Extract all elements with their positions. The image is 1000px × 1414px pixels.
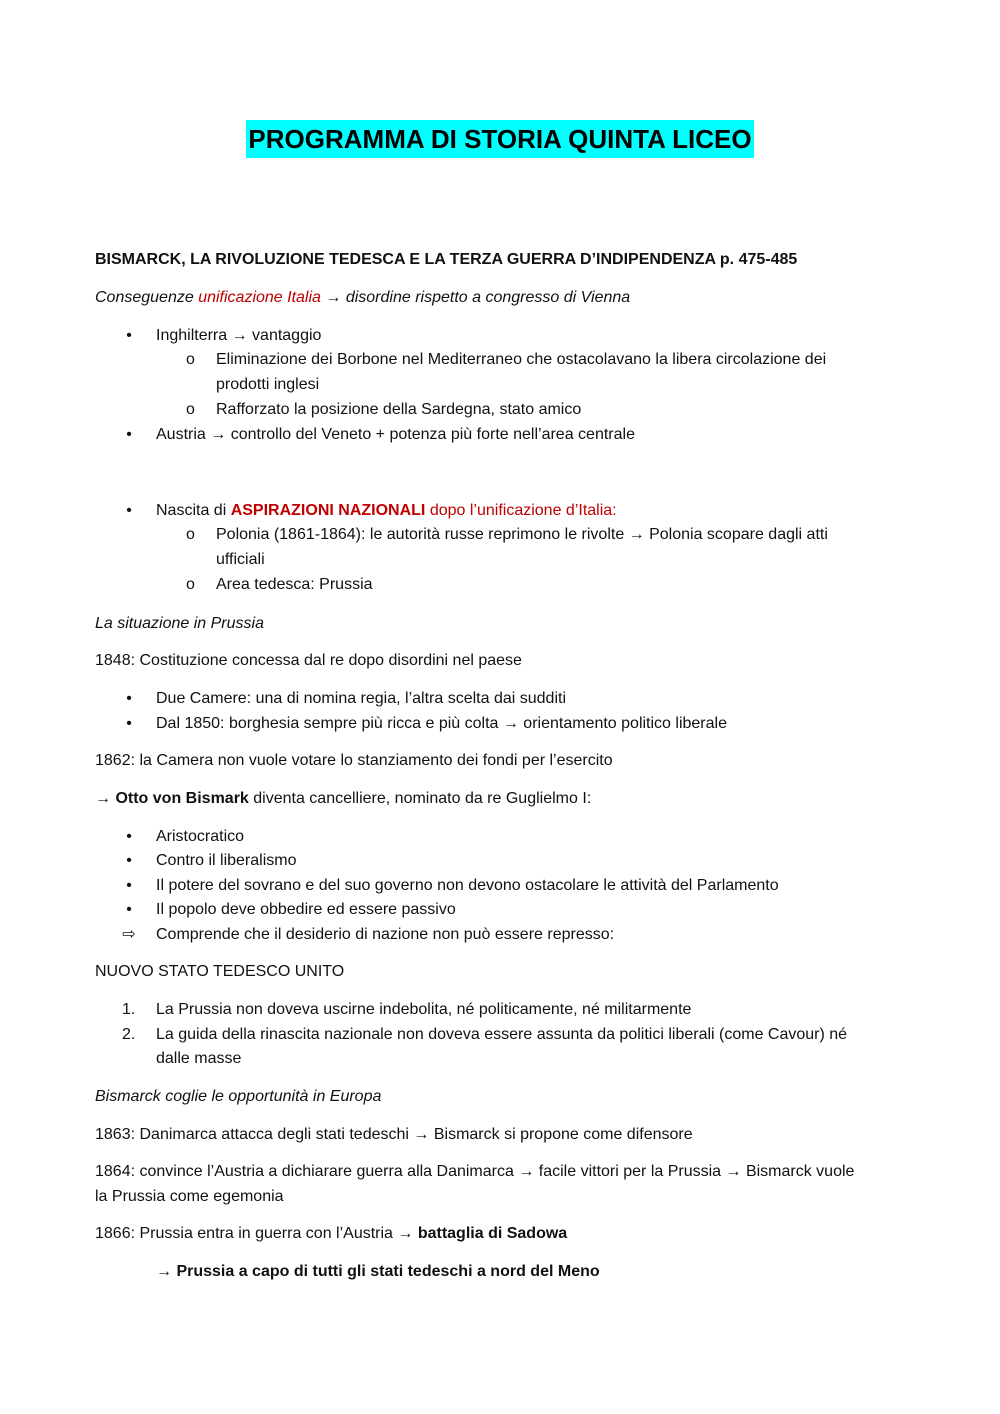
paragraph-final: → Prussia a capo di tutti gli stati tedeschi a nord del Meno	[156, 1263, 600, 1280]
p1866-sadowa: battaglia di Sadowa	[417, 1225, 568, 1242]
bullet-icon: •	[126, 426, 132, 443]
nascita-highlight: ASPIRAZIONI NAZIONALI	[230, 502, 426, 519]
sub-item-polonia-2: ufficiali	[216, 551, 265, 568]
outline-arrow-icon: ⇨	[122, 926, 136, 943]
list-item-comprende: Comprende che il desiderio di nazione non può essere represso:	[156, 926, 615, 943]
bullet-icon: •	[126, 327, 132, 344]
otto-name: Otto von Bismark	[115, 790, 249, 807]
sub-item-eliminazione-1: Eliminazione dei Borbone nel Mediterraneo che ostacolavano la libera circolazione dei	[216, 351, 827, 368]
p1866-prefix: 1866: Prussia entra in guerra con l’Austria →	[95, 1225, 418, 1242]
bullet-icon: •	[126, 828, 132, 845]
list-item-austria: Austria → controllo del Veneto + potenza più forte nell’area centrale	[156, 426, 635, 443]
paragraph-nuovo-stato: NUOVO STATO TEDESCO UNITO	[95, 963, 345, 980]
list-item-contro: Contro il liberalismo	[156, 852, 297, 869]
list-item-aristocratico: Aristocratico	[156, 828, 245, 845]
paragraph-1864-line-1: 1864: convince l’Austria a dichiarare guerra alla Danimarca → facile vittori per la Prussia → Bismarck vuole	[95, 1163, 855, 1180]
sub-item-rafforzato: Rafforzato la posizione della Sardegna, stato amico	[216, 401, 582, 418]
paragraph-1864-line-2: la Prussia come egemonia	[95, 1188, 284, 1205]
list-item-popolo: Il popolo deve obbedire ed essere passivo	[156, 901, 456, 918]
sub-item-polonia-1: Polonia (1861-1864): le autorità russe reprimono le rivolte → Polonia scopare dagli atti	[216, 526, 828, 543]
paragraph-1866	[95, 1224, 567, 1244]
list-item-camere: Due Camere: una di nomina regia, l’altra scelta dai sudditi	[156, 690, 566, 707]
paragraph-1862: 1862: la Camera non vuole votare lo stanziamento dei fondi per l’esercito	[95, 752, 613, 769]
subheading-situazione: La situazione in Prussia	[95, 615, 264, 632]
list-number: 1.	[122, 1001, 136, 1018]
numbered-item-2-line-1: La guida della rinascita nazionale non doveva essere assunta da politici liberali (come Cavour) né	[156, 1026, 848, 1043]
section-heading: BISMARCK, LA RIVOLUZIONE TEDESCA E LA TERZA GUERRA D’INDIPENDENZA p. 475-485	[95, 251, 798, 268]
conseguenze-highlight: unificazione Italia	[198, 289, 321, 306]
paragraph-otto	[95, 789, 591, 809]
nascita-suffix: dopo l’unificazione d’Italia:	[425, 502, 617, 519]
paragraph-1863: 1863: Danimarca attacca degli stati tedeschi → Bismarck si propone come difensore	[95, 1126, 693, 1143]
sub-bullet-icon: o	[186, 576, 195, 593]
list-item-nascita	[156, 501, 617, 521]
bullet-icon: •	[126, 877, 132, 894]
paragraph-1848: 1848: Costituzione concessa dal re dopo disordini nel paese	[95, 652, 522, 669]
subheading-coglie: Bismarck coglie le opportunità in Europa	[95, 1088, 382, 1105]
numbered-item-2-line-2: dalle masse	[156, 1050, 242, 1067]
bullet-icon: •	[126, 502, 132, 519]
sub-item-area-tedesca: Area tedesca: Prussia	[216, 576, 373, 593]
bullet-icon: •	[126, 715, 132, 732]
document-title: PROGRAMMA DI STORIA QUINTA LICEO	[246, 120, 753, 158]
bullet-icon: •	[126, 901, 132, 918]
title-container	[0, 120, 1000, 158]
otto-rest: diventa cancelliere, nominato da re Guglielmo I:	[248, 790, 592, 807]
arrow-icon: →	[95, 790, 116, 807]
bullet-icon: •	[126, 690, 132, 707]
list-item-1850: Dal 1850: borghesia sempre più ricca e più colta → orientamento politico liberale	[156, 715, 727, 732]
list-item-inghilterra: Inghilterra → vantaggio	[156, 327, 322, 344]
sub-bullet-icon: o	[186, 351, 195, 368]
conseguenze-prefix: Conseguenze	[95, 289, 199, 306]
list-number: 2.	[122, 1026, 136, 1043]
conseguenze-line	[95, 288, 630, 308]
list-item-potere: Il potere del sovrano e del suo governo non devono ostacolare le attività del Parlamento	[156, 877, 779, 894]
sub-item-eliminazione-2: prodotti inglesi	[216, 376, 320, 393]
numbered-item-1: La Prussia non doveva uscirne indebolita, né politicamente, né militarmente	[156, 1001, 692, 1018]
sub-bullet-icon: o	[186, 526, 195, 543]
sub-bullet-icon: o	[186, 401, 195, 418]
conseguenze-suffix: → disordine rispetto a congresso di Vienna	[320, 289, 631, 306]
bullet-icon: •	[126, 852, 132, 869]
nascita-prefix: Nascita di	[156, 502, 231, 519]
